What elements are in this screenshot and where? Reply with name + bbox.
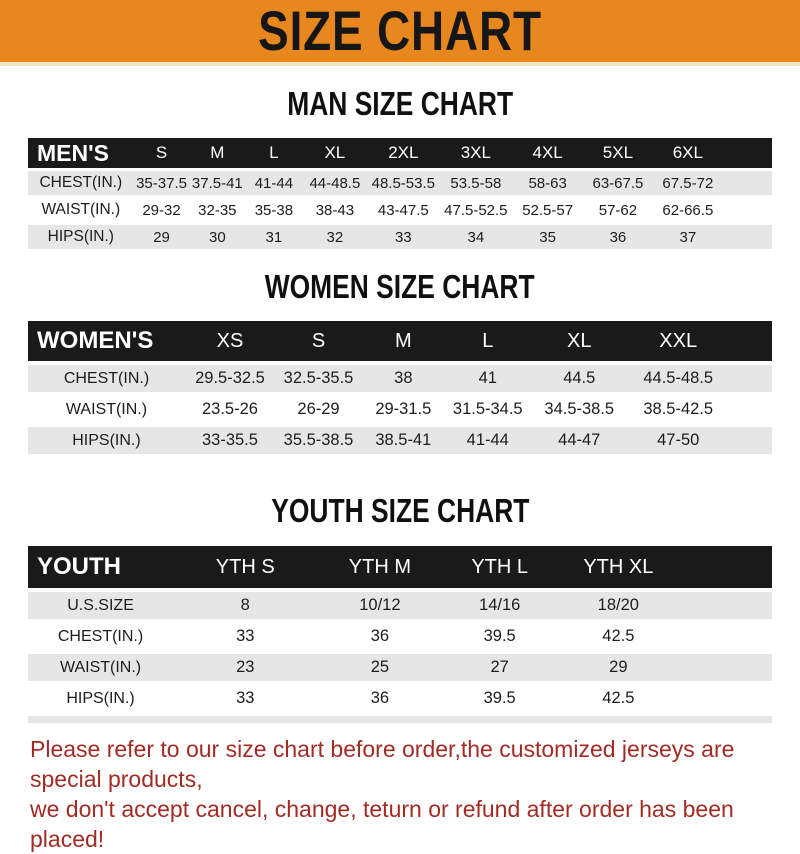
column-header: XXL [628, 321, 729, 361]
column-header: M [362, 321, 445, 361]
youth-table-bottom-strip [28, 716, 772, 723]
value-cell: 35 [512, 225, 583, 249]
table-row [28, 225, 772, 249]
value-cell: 29 [557, 654, 680, 681]
column-header: S [134, 138, 190, 168]
row-label: WAIST(IN.) [28, 396, 185, 423]
value-cell: 42.5 [557, 623, 680, 650]
spacer-cell [680, 546, 772, 588]
women-size-table [28, 317, 772, 458]
youth-size-table [28, 542, 772, 716]
value-cell: 39.5 [442, 685, 557, 712]
order-disclaimer [30, 734, 786, 854]
youth-size-title-text: YOUTH SIZE CHART [270, 492, 530, 529]
table-header-row [28, 546, 772, 588]
spacer-cell [680, 685, 772, 712]
column-header: 3XL [439, 138, 512, 168]
value-cell: 44.5 [531, 365, 628, 392]
column-header: M [189, 138, 245, 168]
value-cell: 36 [317, 685, 442, 712]
value-cell: 41 [445, 365, 531, 392]
value-cell: 43-47.5 [367, 198, 439, 222]
row-label: CHEST(IN.) [28, 365, 185, 392]
man-size-table [28, 135, 772, 252]
value-cell: 67.5-72 [653, 171, 723, 195]
value-cell: 29-31.5 [362, 396, 445, 423]
column-header: XS [185, 321, 275, 361]
size-chart-banner [0, 0, 800, 66]
value-cell: 34.5-38.5 [531, 396, 628, 423]
value-cell: 33-35.5 [185, 427, 275, 454]
table-row [28, 623, 772, 650]
column-header: YTH S [173, 546, 317, 588]
spacer-cell [723, 225, 772, 249]
value-cell: 36 [317, 623, 442, 650]
value-cell: 27 [442, 654, 557, 681]
column-header: 4XL [512, 138, 583, 168]
table-row [28, 654, 772, 681]
women-size-title-text: WOMEN SIZE CHART [265, 268, 535, 305]
row-label: CHEST(IN.) [28, 171, 134, 195]
column-header: 6XL [653, 138, 723, 168]
women-size-section [0, 269, 800, 458]
value-cell: 37 [653, 225, 723, 249]
value-cell: 48.5-53.5 [367, 171, 439, 195]
table-row [28, 396, 772, 423]
spacer-cell [723, 138, 772, 168]
value-cell: 44-47 [531, 427, 628, 454]
value-cell: 37.5-41 [189, 171, 245, 195]
column-header: L [245, 138, 302, 168]
value-cell: 63-67.5 [583, 171, 653, 195]
table-row [28, 171, 772, 195]
value-cell: 23.5-26 [185, 396, 275, 423]
column-header: YTH M [317, 546, 442, 588]
column-header: YTH L [442, 546, 557, 588]
value-cell: 31 [245, 225, 302, 249]
value-cell: 33 [367, 225, 439, 249]
value-cell: 33 [173, 623, 317, 650]
value-cell: 31.5-34.5 [445, 396, 531, 423]
value-cell: 38.5-42.5 [628, 396, 729, 423]
value-cell: 38 [362, 365, 445, 392]
value-cell: 29-32 [134, 198, 190, 222]
youth-size-title [0, 493, 800, 529]
value-cell: 47-50 [628, 427, 729, 454]
value-cell: 53.5-58 [439, 171, 512, 195]
table-row [28, 198, 772, 222]
row-label: U.S.SIZE [28, 592, 173, 619]
value-cell: 14/16 [442, 592, 557, 619]
value-cell: 10/12 [317, 592, 442, 619]
spacer-cell [729, 321, 772, 361]
value-cell: 58-63 [512, 171, 583, 195]
youth-size-section [0, 493, 800, 723]
spacer-cell [729, 396, 772, 423]
column-header: L [445, 321, 531, 361]
table-corner-label: MEN'S [28, 138, 134, 168]
value-cell: 42.5 [557, 685, 680, 712]
value-cell: 38-43 [303, 198, 368, 222]
table-row [28, 427, 772, 454]
value-cell: 29.5-32.5 [185, 365, 275, 392]
man-size-title-text: MAN SIZE CHART [287, 85, 513, 122]
value-cell: 41-44 [445, 427, 531, 454]
value-cell: 39.5 [442, 623, 557, 650]
row-label: WAIST(IN.) [28, 654, 173, 681]
value-cell: 26-29 [275, 396, 362, 423]
table-row [28, 685, 772, 712]
man-size-section [0, 86, 800, 252]
value-cell: 35-37.5 [134, 171, 190, 195]
table-row [28, 365, 772, 392]
value-cell: 32 [303, 225, 368, 249]
value-cell: 52.5-57 [512, 198, 583, 222]
man-size-title [0, 86, 800, 122]
table-corner-label: WOMEN'S [28, 321, 185, 361]
column-header: S [275, 321, 362, 361]
column-header: 2XL [367, 138, 439, 168]
value-cell: 35-38 [245, 198, 302, 222]
row-label: HIPS(IN.) [28, 225, 134, 249]
value-cell: 44-48.5 [303, 171, 368, 195]
value-cell: 18/20 [557, 592, 680, 619]
spacer-cell [729, 427, 772, 454]
value-cell: 29 [134, 225, 190, 249]
value-cell: 23 [173, 654, 317, 681]
value-cell: 32-35 [189, 198, 245, 222]
banner-title: SIZE CHART [258, 0, 542, 62]
value-cell: 8 [173, 592, 317, 619]
column-header: YTH XL [557, 546, 680, 588]
table-corner-label: YOUTH [28, 546, 173, 588]
column-header: XL [531, 321, 628, 361]
table-header-row [28, 321, 772, 361]
value-cell: 41-44 [245, 171, 302, 195]
spacer-cell [723, 171, 772, 195]
spacer-cell [729, 365, 772, 392]
spacer-cell [723, 198, 772, 222]
women-size-title [0, 269, 800, 305]
disclaimer-line-2: we don't accept cancel, change, teturn or refund after order has been placed! [30, 796, 734, 852]
value-cell: 30 [189, 225, 245, 249]
value-cell: 44.5-48.5 [628, 365, 729, 392]
value-cell: 34 [439, 225, 512, 249]
value-cell: 47.5-52.5 [439, 198, 512, 222]
value-cell: 38.5-41 [362, 427, 445, 454]
row-label: CHEST(IN.) [28, 623, 173, 650]
spacer-cell [680, 592, 772, 619]
disclaimer-line-1: Please refer to our size chart before order,the customized jerseys are special products, [30, 736, 735, 792]
column-header: 5XL [583, 138, 653, 168]
table-header-row [28, 138, 772, 168]
spacer-cell [680, 654, 772, 681]
value-cell: 36 [583, 225, 653, 249]
value-cell: 33 [173, 685, 317, 712]
row-label: HIPS(IN.) [28, 685, 173, 712]
row-label: WAIST(IN.) [28, 198, 134, 222]
value-cell: 35.5-38.5 [275, 427, 362, 454]
value-cell: 57-62 [583, 198, 653, 222]
value-cell: 32.5-35.5 [275, 365, 362, 392]
row-label: HIPS(IN.) [28, 427, 185, 454]
table-row [28, 592, 772, 619]
spacer-cell [680, 623, 772, 650]
value-cell: 62-66.5 [653, 198, 723, 222]
column-header: XL [303, 138, 368, 168]
value-cell: 25 [317, 654, 442, 681]
